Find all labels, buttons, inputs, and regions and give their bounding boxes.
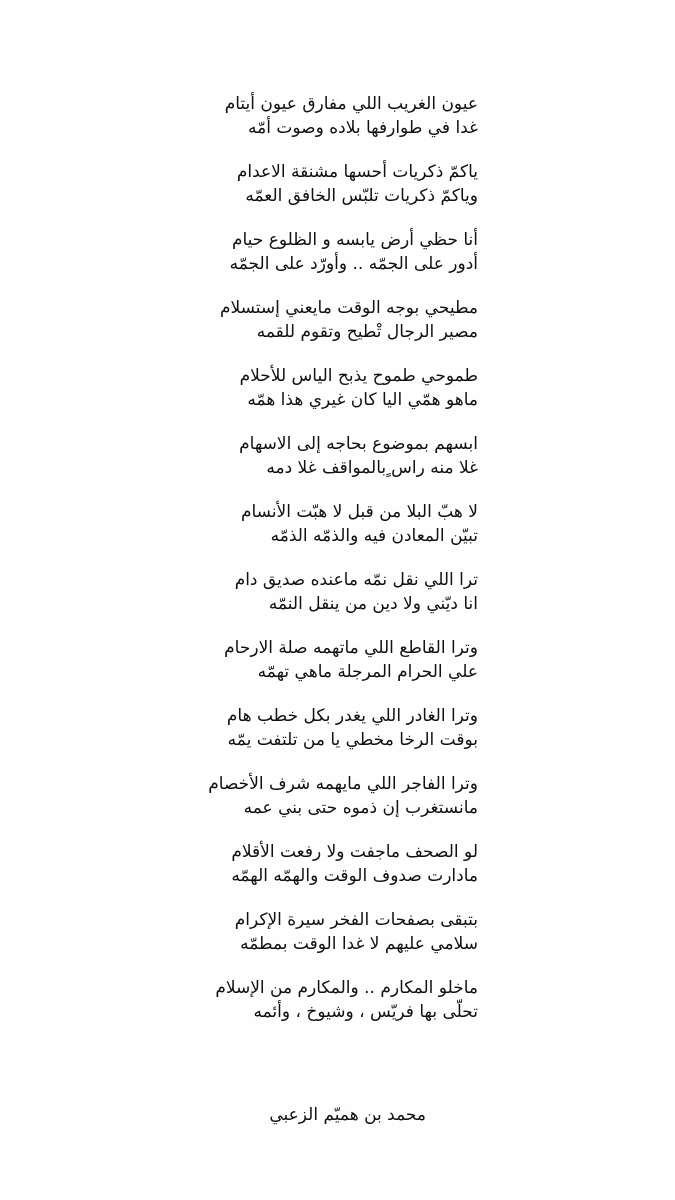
poem-verse-line: تحلّى بها فريّس ، وشيوخ ، وأئمه <box>253 1002 478 1022</box>
poem-verse-line: ترا اللي نقل نمّه ماعنده صديق دام <box>234 570 478 590</box>
poem-stanza <box>150 160 478 228</box>
poem-stanza <box>150 432 478 500</box>
poem-stanza <box>150 228 478 296</box>
poem-verse-line: وترا القاطع اللي ماتهمه صلة الارحام <box>224 638 478 658</box>
poem-stanza <box>150 704 478 772</box>
poem-verse-line: انا ديّني ولا دين من ينقل النمّه <box>268 594 478 614</box>
poem-stanza <box>150 296 478 364</box>
poem-stanza <box>150 908 478 976</box>
poem-verse-line: لو الصحف ماجفت ولا رفعت الأقلام <box>231 842 478 862</box>
poet-signature: محمد بن هميّم الزعبي <box>269 1105 426 1125</box>
poem-verse-line: ياكمّ ذكريات أحسها مشنقة الاعدام <box>236 162 478 182</box>
poem-verse-line: غلا منه راس ٍبالمواقف غلا دمه <box>266 458 478 478</box>
poem-verse-line: مصير الرجال تْطيح وتقوم للقمه <box>256 322 478 342</box>
poem-verse-line: مادارت صدوف الوقت والهمّه الهمّه <box>231 866 478 886</box>
poem-verse-line: وياكمّ ذكريات تلبّس الخافق العمّه <box>245 186 478 206</box>
poem-verse-line: ابسهم بموضوع بحاجه إلى الاسهام <box>239 434 478 454</box>
poem-verse-line: سلامي عليهم لا غدا الوقت بمطمّه <box>240 934 478 954</box>
poem-stanza <box>150 92 478 160</box>
poem-stanza <box>150 976 478 1044</box>
poem-verse-line: غدا في طوارفها بلاده وصوت أمّه <box>248 118 478 138</box>
poem-stanza <box>150 500 478 568</box>
poem-verse-line: بتبقى بصفحات الفخر سيرة الإكرام <box>234 910 478 930</box>
poem-verse-line: مطيحي بوجه الوقت مايعني إستسلام <box>219 298 478 318</box>
poem-stanza <box>150 636 478 704</box>
poem-verse-line: تبيّن المعادن فيه والذمّه الذمّه <box>270 526 478 546</box>
poem-verse-line: وترا الغادر اللي يغدر بكل خطب هام <box>226 706 478 726</box>
poem-stanza <box>150 840 478 908</box>
poem-stanza <box>150 364 478 432</box>
poem-stanza <box>150 568 478 636</box>
poem-verse-line: لا هبّ البلا من قبل لا هبّت الأنسام <box>240 502 478 522</box>
poem-verse-line: بوقت الرخا مخطي يا من تلتفت يمّه <box>227 730 478 750</box>
poem-verse-line: عيون الغريب اللي مفارق عيون أيتام <box>224 94 478 114</box>
poem-body <box>150 92 478 1044</box>
poem-verse-line: أدور على الجمّه .. وأورّد على الجمّه <box>229 254 478 274</box>
poem-verse-line: ماخلو المكارم .. والمكارم من الإسلام <box>215 978 478 998</box>
poem-verse-line: أنا حظي أرض يابسه و الظلوع حيام <box>231 230 478 250</box>
poem-verse-line: ماهو همّي اليا كان غيري هذا همّه <box>247 390 478 410</box>
poem-verse-line: مانستغرب إن ذموه حتى بني عمه <box>243 798 478 818</box>
poem-verse-line: وترا الفاجر اللي مايهمه شرف الأخصام <box>208 774 478 794</box>
poem-verse-line: علي الحرام المرجلة ماهي تهمّه <box>257 662 478 682</box>
poem-verse-line: طموحي طموح يذبح الياس للأحلام <box>239 366 478 386</box>
poem-stanza <box>150 772 478 840</box>
